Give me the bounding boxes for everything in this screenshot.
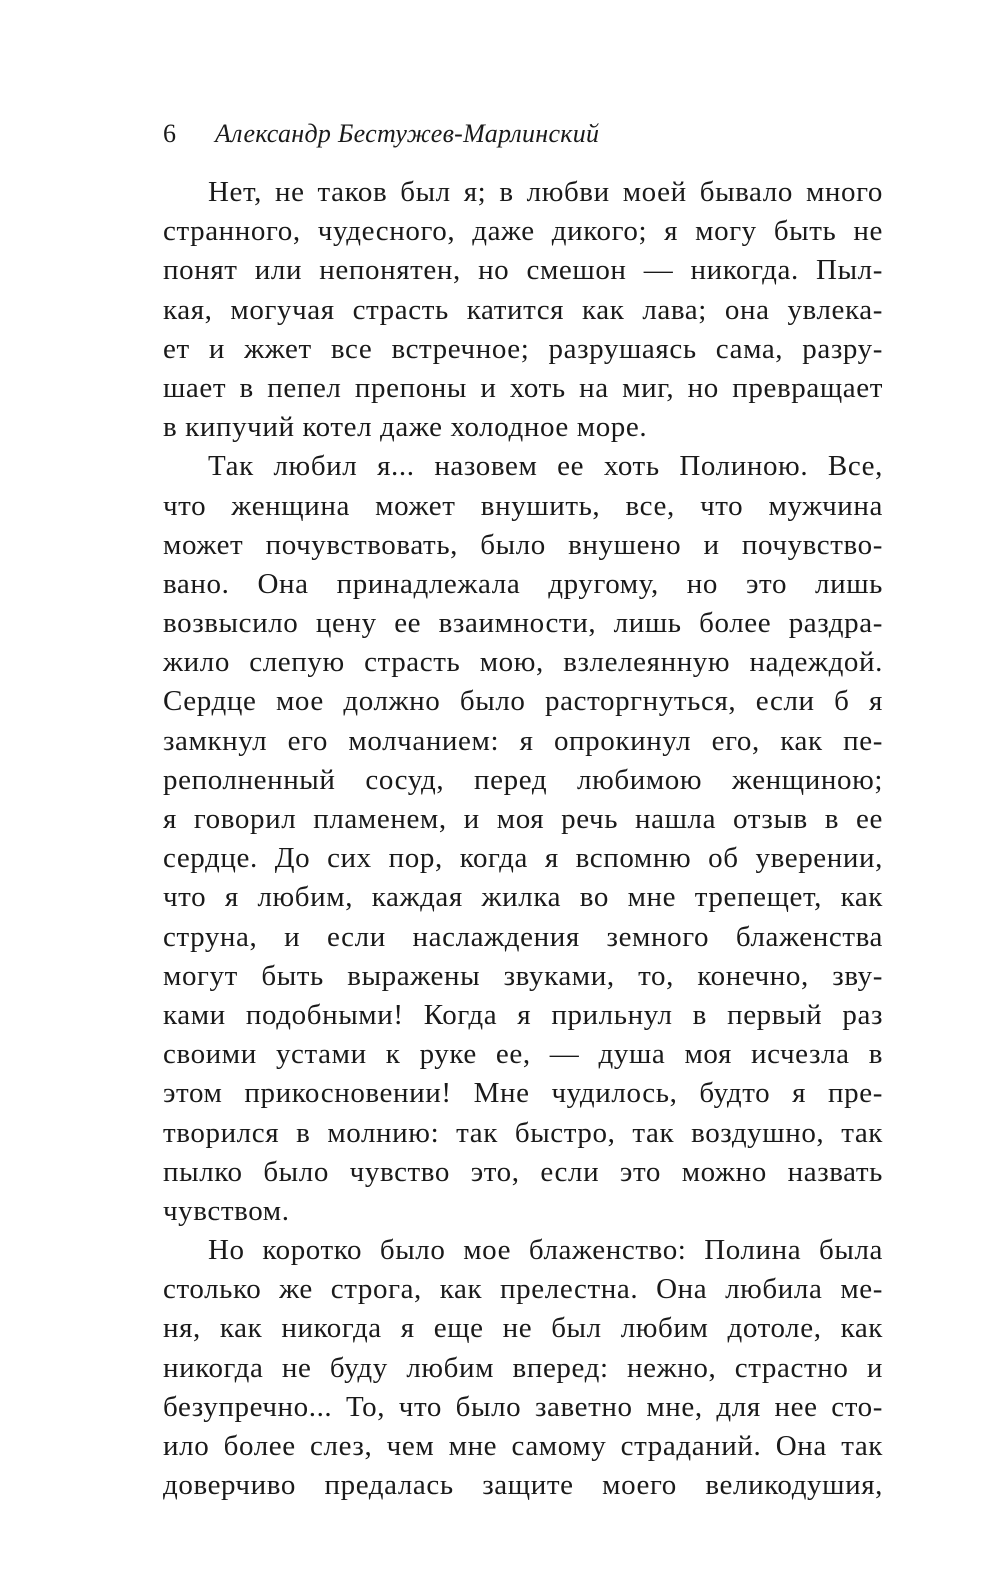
body-text — [163, 173, 883, 1505]
page-number: 6 — [163, 119, 176, 148]
text-line: странного, чудесного, даже дикого; я могу быть не — [163, 215, 883, 248]
text-line: шает в пепел препоны и хоть на миг, но превращает — [163, 371, 883, 404]
author-name: Александр Бестужев-Марлинский — [215, 119, 600, 148]
text-line: вано. Она принадлежала другому, но это лишь — [163, 567, 883, 600]
text-line: ня, как никогда я еще не был любим дотоле, как — [163, 1312, 883, 1345]
text-line: Сердце мое должно было расторгнуться, если б я — [163, 685, 883, 718]
text-line: безупречно... То, что было заветно мне, для нее сто- — [163, 1390, 883, 1423]
text-line: кая, могучая страсть катится как лава; она увлека- — [163, 293, 883, 326]
running-head — [163, 116, 883, 152]
text-line: никогда не буду любим вперед: нежно, страстно и — [163, 1351, 883, 1384]
paragraph-3 — [163, 1231, 883, 1505]
text-line: жило слепую страсть мою, взлелеянную надеждой. — [163, 646, 883, 679]
text-line: Нет, не таков был я; в любви моей бывало много — [208, 176, 883, 208]
text-line: Но коротко было мое блаженство: Полина была — [208, 1234, 883, 1267]
text-line: своими устами к руке ее, — душа моя исчезла в — [163, 1038, 883, 1071]
text-line: могут быть выражены звуками, то, конечно, зву- — [163, 959, 883, 992]
text-line: Так любил я... назовем ее хоть Полиною. Все, — [208, 450, 883, 483]
text-line: я говорил пламенем, и моя речь нашла отзыв в ее — [163, 803, 883, 835]
text-line: творился в молнию: так быстро, так воздушно, так — [163, 1116, 883, 1149]
paragraph-1 — [163, 173, 883, 447]
text-line: ками подобными! Когда я прильнул в первый раз — [163, 998, 883, 1031]
text-line: струна, и если наслаждения земного блаженства — [163, 920, 883, 953]
text-line: понят или непонятен, но смешон — никогда. Пыл- — [163, 254, 883, 287]
text-line: что женщина может внушить, все, что мужчина — [163, 489, 883, 522]
text-line: реполненный сосуд, перед любимою женщиною; — [163, 763, 883, 796]
text-line: замкнул его молчанием: я опрокинул его, как пе- — [163, 724, 883, 757]
text-line: столько же строга, как прелестна. Она любила ме- — [163, 1273, 883, 1306]
text-line: доверчиво предалась защите моего великодушия, — [163, 1469, 883, 1502]
text-line: чувством. — [163, 1194, 290, 1227]
text-line: ет и жжет все встречное; разрушаясь сама, разру- — [163, 332, 883, 365]
text-line: может почувствовать, было внушено и почувство- — [163, 528, 883, 561]
text-line: в кипучий котел даже холодное море. — [163, 411, 648, 444]
text-line: что я любим, каждая жилка во мне трепещет, как — [163, 881, 883, 914]
text-line: этом прикосновении! Мне чудилось, будто я пре- — [163, 1077, 883, 1110]
paragraph-2 — [163, 447, 883, 1231]
text-line: пылко было чувство это, если это можно назвать — [163, 1155, 883, 1188]
text-line: сердце. До сих пор, когда я вспомню об уверении, — [163, 842, 883, 875]
text-line: ило более слез, чем мне самому страданий. Она так — [163, 1430, 883, 1462]
text-line: возвысило цену ее взаимности, лишь более раздра- — [163, 607, 883, 640]
